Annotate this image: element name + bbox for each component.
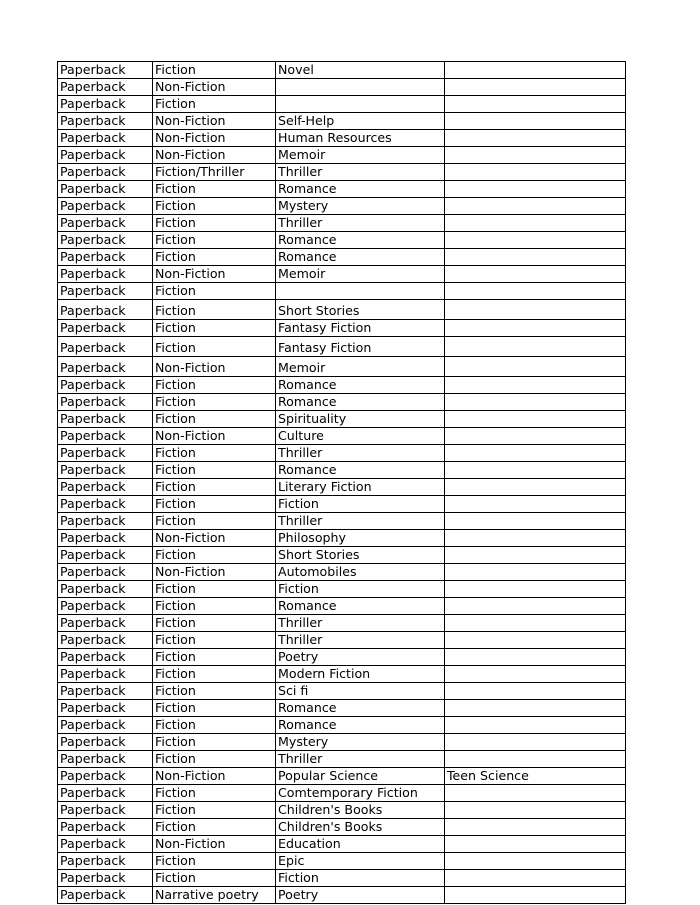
format-cell: Paperback (58, 734, 153, 751)
genre-cell: Children's Books (276, 802, 445, 819)
category-cell: Fiction (153, 445, 276, 462)
genre-cell: Sci fi (276, 683, 445, 700)
format-cell: Paperback (58, 79, 153, 96)
genre-cell: Fiction (276, 870, 445, 887)
genre-cell: Fiction (276, 581, 445, 598)
subgenre-cell (445, 394, 626, 411)
category-cell: Non-Fiction (153, 266, 276, 283)
genre-cell: Comtemporary Fiction (276, 785, 445, 802)
subgenre-cell (445, 853, 626, 870)
table-row (58, 496, 626, 513)
format-cell: Paperback (58, 887, 153, 904)
genre-cell: Self-Help (276, 113, 445, 130)
subgenre-cell (445, 785, 626, 802)
format-cell: Paperback (58, 666, 153, 683)
subgenre-cell (445, 79, 626, 96)
table-row (58, 377, 626, 394)
subgenre-cell (445, 96, 626, 113)
genre-cell: Romance (276, 717, 445, 734)
table-row (58, 96, 626, 113)
subgenre-cell (445, 249, 626, 266)
category-cell: Non-Fiction (153, 530, 276, 547)
category-cell: Fiction (153, 700, 276, 717)
format-cell: Paperback (58, 479, 153, 496)
category-cell: Fiction (153, 232, 276, 249)
subgenre-cell (445, 887, 626, 904)
genre-cell: Thriller (276, 751, 445, 768)
genre-cell: Thriller (276, 632, 445, 649)
subgenre-cell (445, 632, 626, 649)
table-row (58, 130, 626, 147)
genre-cell: Memoir (276, 357, 445, 377)
format-cell: Paperback (58, 496, 153, 513)
subgenre-cell (445, 377, 626, 394)
table-row (58, 337, 626, 357)
genre-cell: Philosophy (276, 530, 445, 547)
table-row (58, 394, 626, 411)
subgenre-cell (445, 130, 626, 147)
subgenre-cell (445, 615, 626, 632)
category-cell: Fiction (153, 462, 276, 479)
format-cell: Paperback (58, 649, 153, 666)
table-row (58, 547, 626, 564)
format-cell: Paperback (58, 411, 153, 428)
subgenre-cell (445, 683, 626, 700)
subgenre-cell (445, 462, 626, 479)
subgenre-cell (445, 215, 626, 232)
table-row (58, 249, 626, 266)
category-cell: Fiction (153, 717, 276, 734)
format-cell: Paperback (58, 581, 153, 598)
format-cell: Paperback (58, 266, 153, 283)
genre-cell: Memoir (276, 147, 445, 164)
category-cell: Fiction (153, 632, 276, 649)
genre-cell: Novel (276, 62, 445, 79)
category-cell: Non-Fiction (153, 130, 276, 147)
subgenre-cell (445, 357, 626, 377)
subgenre-cell (445, 802, 626, 819)
genre-cell: Romance (276, 181, 445, 198)
category-cell: Fiction (153, 683, 276, 700)
subgenre-cell (445, 530, 626, 547)
genre-cell: Thriller (276, 164, 445, 181)
genre-cell: Human Resources (276, 130, 445, 147)
table-row (58, 428, 626, 445)
table-row (58, 300, 626, 320)
table-row (58, 666, 626, 683)
table-row (58, 320, 626, 337)
table-row (58, 768, 626, 785)
category-cell: Fiction (153, 547, 276, 564)
genre-cell: Children's Books (276, 819, 445, 836)
format-cell: Paperback (58, 62, 153, 79)
table-row (58, 215, 626, 232)
format-cell: Paperback (58, 564, 153, 581)
subgenre-cell (445, 564, 626, 581)
category-cell: Fiction (153, 870, 276, 887)
format-cell: Paperback (58, 113, 153, 130)
table-row (58, 581, 626, 598)
format-cell: Paperback (58, 428, 153, 445)
format-cell: Paperback (58, 249, 153, 266)
format-cell: Paperback (58, 819, 153, 836)
table-row (58, 283, 626, 300)
genre-cell (276, 283, 445, 300)
category-cell: Fiction (153, 649, 276, 666)
genre-cell: Thriller (276, 445, 445, 462)
format-cell: Paperback (58, 785, 153, 802)
subgenre-cell (445, 62, 626, 79)
genre-cell: Fantasy Fiction (276, 320, 445, 337)
subgenre-cell (445, 164, 626, 181)
subgenre-cell (445, 547, 626, 564)
table-row (58, 785, 626, 802)
table-row (58, 683, 626, 700)
category-cell: Fiction (153, 751, 276, 768)
genre-cell: Romance (276, 377, 445, 394)
genre-cell: Popular Science (276, 768, 445, 785)
subgenre-cell (445, 581, 626, 598)
category-cell: Non-Fiction (153, 147, 276, 164)
subgenre-cell (445, 428, 626, 445)
format-cell: Paperback (58, 598, 153, 615)
format-cell: Paperback (58, 215, 153, 232)
category-cell: Fiction (153, 181, 276, 198)
table-row (58, 266, 626, 283)
table-row (58, 887, 626, 904)
table-row (58, 836, 626, 853)
category-cell: Fiction (153, 411, 276, 428)
table-row (58, 819, 626, 836)
genre-cell: Culture (276, 428, 445, 445)
format-cell: Paperback (58, 547, 153, 564)
format-cell: Paperback (58, 700, 153, 717)
format-cell: Paperback (58, 147, 153, 164)
category-cell: Non-Fiction (153, 79, 276, 96)
format-cell: Paperback (58, 462, 153, 479)
subgenre-cell (445, 649, 626, 666)
table-row (58, 649, 626, 666)
table-row (58, 181, 626, 198)
category-cell: Non-Fiction (153, 564, 276, 581)
format-cell: Paperback (58, 130, 153, 147)
table-row (58, 147, 626, 164)
format-cell: Paperback (58, 320, 153, 337)
genre-cell: Poetry (276, 649, 445, 666)
format-cell: Paperback (58, 802, 153, 819)
format-cell: Paperback (58, 853, 153, 870)
table-row (58, 232, 626, 249)
format-cell: Paperback (58, 445, 153, 462)
format-cell: Paperback (58, 870, 153, 887)
format-cell: Paperback (58, 632, 153, 649)
subgenre-cell (445, 198, 626, 215)
category-cell: Fiction (153, 615, 276, 632)
table-row (58, 357, 626, 377)
genre-cell: Thriller (276, 615, 445, 632)
format-cell: Paperback (58, 530, 153, 547)
table-row (58, 198, 626, 215)
subgenre-cell (445, 700, 626, 717)
table-row (58, 479, 626, 496)
genre-cell: Fantasy Fiction (276, 337, 445, 357)
category-cell: Fiction (153, 802, 276, 819)
genre-cell (276, 79, 445, 96)
category-cell: Narrative poetry (153, 887, 276, 904)
table-row (58, 513, 626, 530)
genre-cell: Poetry (276, 887, 445, 904)
category-cell: Fiction (153, 598, 276, 615)
table-row (58, 411, 626, 428)
format-cell: Paperback (58, 377, 153, 394)
format-cell: Paperback (58, 615, 153, 632)
subgenre-cell (445, 337, 626, 357)
category-cell: Fiction (153, 198, 276, 215)
table-row (58, 615, 626, 632)
format-cell: Paperback (58, 337, 153, 357)
category-cell: Fiction (153, 479, 276, 496)
genre-cell: Epic (276, 853, 445, 870)
genre-cell: Spirituality (276, 411, 445, 428)
category-cell: Fiction (153, 96, 276, 113)
category-cell: Fiction (153, 377, 276, 394)
format-cell: Paperback (58, 198, 153, 215)
subgenre-cell (445, 513, 626, 530)
genre-cell: Short Stories (276, 300, 445, 320)
subgenre-cell (445, 819, 626, 836)
genre-cell: Romance (276, 232, 445, 249)
table-row (58, 853, 626, 870)
subgenre-cell (445, 666, 626, 683)
category-cell: Fiction (153, 394, 276, 411)
format-cell: Paperback (58, 768, 153, 785)
table-row (58, 734, 626, 751)
genre-cell: Mystery (276, 734, 445, 751)
table-row (58, 598, 626, 615)
format-cell: Paperback (58, 283, 153, 300)
subgenre-cell (445, 232, 626, 249)
format-cell: Paperback (58, 513, 153, 530)
category-cell: Fiction (153, 215, 276, 232)
subgenre-cell (445, 147, 626, 164)
table-row (58, 113, 626, 130)
format-cell: Paperback (58, 232, 153, 249)
genre-cell: Education (276, 836, 445, 853)
subgenre-cell (445, 445, 626, 462)
genre-cell: Thriller (276, 215, 445, 232)
genre-cell: Romance (276, 700, 445, 717)
format-cell: Paperback (58, 96, 153, 113)
category-cell: Non-Fiction (153, 768, 276, 785)
category-cell: Fiction (153, 785, 276, 802)
table-row (58, 751, 626, 768)
genre-cell: Modern Fiction (276, 666, 445, 683)
subgenre-cell (445, 300, 626, 320)
table-row (58, 700, 626, 717)
genre-cell: Romance (276, 462, 445, 479)
subgenre-cell (445, 411, 626, 428)
category-cell: Non-Fiction (153, 113, 276, 130)
subgenre-cell: Teen Science (445, 768, 626, 785)
category-cell: Fiction (153, 666, 276, 683)
table-row (58, 62, 626, 79)
genre-cell: Romance (276, 394, 445, 411)
category-cell: Non-Fiction (153, 428, 276, 445)
table-row (58, 632, 626, 649)
subgenre-cell (445, 751, 626, 768)
category-cell: Fiction (153, 853, 276, 870)
genre-cell: Fiction (276, 496, 445, 513)
table-row (58, 802, 626, 819)
category-cell: Fiction (153, 283, 276, 300)
genre-cell: Mystery (276, 198, 445, 215)
format-cell: Paperback (58, 683, 153, 700)
format-cell: Paperback (58, 717, 153, 734)
category-cell: Non-Fiction (153, 357, 276, 377)
subgenre-cell (445, 717, 626, 734)
category-cell: Fiction (153, 734, 276, 751)
table-row (58, 164, 626, 181)
genre-cell: Romance (276, 249, 445, 266)
table-row (58, 870, 626, 887)
genre-cell: Short Stories (276, 547, 445, 564)
subgenre-cell (445, 836, 626, 853)
subgenre-cell (445, 283, 626, 300)
book-table (57, 61, 626, 904)
table-row (58, 445, 626, 462)
genre-cell (276, 96, 445, 113)
subgenre-cell (445, 870, 626, 887)
subgenre-cell (445, 598, 626, 615)
table-row (58, 462, 626, 479)
category-cell: Fiction (153, 337, 276, 357)
table-row (58, 530, 626, 547)
subgenre-cell (445, 320, 626, 337)
subgenre-cell (445, 113, 626, 130)
table-body (58, 62, 626, 904)
subgenre-cell (445, 266, 626, 283)
genre-cell: Literary Fiction (276, 479, 445, 496)
category-cell: Fiction (153, 62, 276, 79)
category-cell: Fiction (153, 819, 276, 836)
category-cell: Fiction/Thriller (153, 164, 276, 181)
table-row (58, 717, 626, 734)
subgenre-cell (445, 181, 626, 198)
table-row (58, 79, 626, 96)
category-cell: Fiction (153, 496, 276, 513)
format-cell: Paperback (58, 300, 153, 320)
subgenre-cell (445, 479, 626, 496)
format-cell: Paperback (58, 181, 153, 198)
genre-cell: Memoir (276, 266, 445, 283)
category-cell: Fiction (153, 581, 276, 598)
format-cell: Paperback (58, 394, 153, 411)
table-row (58, 564, 626, 581)
category-cell: Fiction (153, 249, 276, 266)
genre-cell: Romance (276, 598, 445, 615)
category-cell: Non-Fiction (153, 836, 276, 853)
format-cell: Paperback (58, 164, 153, 181)
category-cell: Fiction (153, 320, 276, 337)
format-cell: Paperback (58, 357, 153, 377)
format-cell: Paperback (58, 751, 153, 768)
category-cell: Fiction (153, 300, 276, 320)
genre-cell: Automobiles (276, 564, 445, 581)
subgenre-cell (445, 496, 626, 513)
format-cell: Paperback (58, 836, 153, 853)
category-cell: Fiction (153, 513, 276, 530)
genre-cell: Thriller (276, 513, 445, 530)
subgenre-cell (445, 734, 626, 751)
